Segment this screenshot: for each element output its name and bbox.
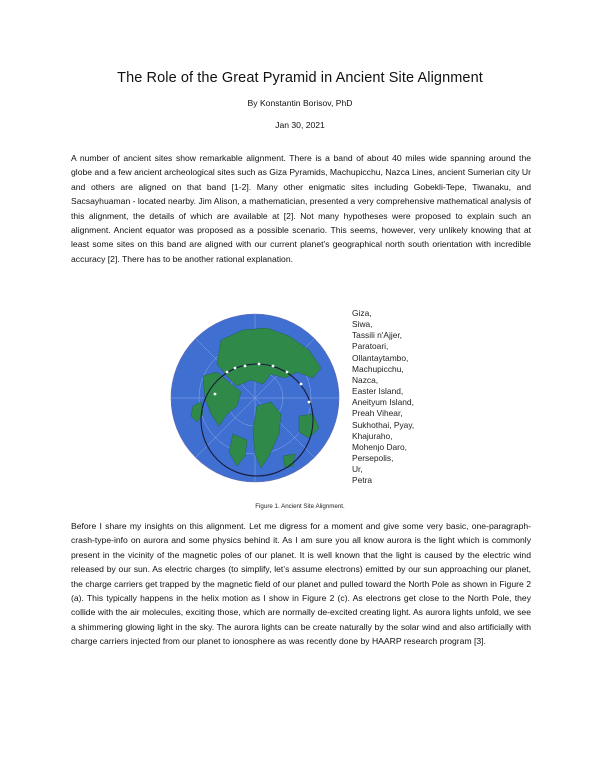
site-marker <box>214 393 217 396</box>
paragraph-intro: A number of ancient sites show remarkable alignment. There is a band of about 40 miles wide spanning around the globe and a few ancient archeological sites such as Giza Pyramids, Machupicchu, Nazca Lines, ancient Sumerian city Ur and others are aligned on that band [1-2]. Many other enigmatic sites including Gobekli-Tepe, Tiwanaku, and Sacsayhuaman - located nearby. Jim Alison, a mathematician, presented a very comprehensive mathematical analysis of this alignment, the details of which are available at [2]. Not many hypotheses were proposed to explain such an alignment. Ancient equator was proposed as a possible scenario. This seems, however, very unlikely knowing that at least some sites on this band are aligned with our current planet’s geographical north south orientation with incredible accuracy [2]. There has to be another rational explanation. <box>71 153 531 264</box>
site-name: Siwa, <box>352 319 373 330</box>
site-name: Tassili n'Ajjer, <box>352 330 403 341</box>
site-name: Easter Island, <box>352 386 404 397</box>
site-name: Sukhothai, Pyay, <box>352 419 415 430</box>
site-marker <box>234 367 237 370</box>
site-name: Mohenjo Daro, <box>352 441 407 452</box>
site-name: Khajuraho, <box>352 430 393 441</box>
paper-title: The Role of the Great Pyramid in Ancient Site Alignment <box>117 70 483 86</box>
site-name: Aneityum Island, <box>352 397 414 408</box>
site-name: Machupicchu, <box>352 363 404 374</box>
site-marker <box>258 363 261 366</box>
paper-author: By Konstantin Borisov, PhD <box>247 98 353 108</box>
site-marker <box>286 371 289 374</box>
polar-map-figure <box>163 306 347 490</box>
site-marker <box>300 383 303 386</box>
site-name: Ollantaytambo, <box>352 352 409 363</box>
paper-date: Jan 30, 2021 <box>275 120 325 130</box>
site-name: Paratoari, <box>352 341 389 352</box>
site-name: Nazca, <box>352 374 379 385</box>
site-name: Petra <box>352 475 373 486</box>
site-name: Ur, <box>352 464 363 475</box>
site-name: Giza, <box>352 308 372 318</box>
site-name: Persepolis, <box>352 453 394 464</box>
paragraph-aurora: Before I share my insights on this alignment. Let me digress for a moment and give some very basic, one-paragraph-crash-type-info on aurora and some physics behind it. As I am sure you all know aurora is the light which is commonly present in the vicinity of the magnetic poles of our planet. It is well known that the light is caused by the electric wind released by our sun. As electric charges (to simplify, let’s assume electrons) emitted by our sun approaching our planet, the charge carriers get trapped by the magnetic field of our planet and pulled toward the North Pole as shown in Figure 2 (a). This typically happens in the helix motion as I show in Figure 2 (c). As electrons get close to the North Pole, they collide with the air molecules, exciting those, which are normally de-excited creating light. As aurora lights unfold, we see a shimmering glowing light in the sky. The aurora lights can be create naturally by the solar wind and also artificially with charge carriers injected from our planet to ionosphere as was recently done by HAARP research program [3]. <box>71 521 531 647</box>
site-marker <box>244 365 247 368</box>
site-name: Preah Vihear, <box>352 408 403 419</box>
figure-caption: Figure 1. Ancient Site Alignment. <box>255 503 345 510</box>
site-marker <box>272 365 275 368</box>
site-list <box>352 308 472 487</box>
site-marker <box>226 371 229 374</box>
site-marker <box>308 401 311 404</box>
